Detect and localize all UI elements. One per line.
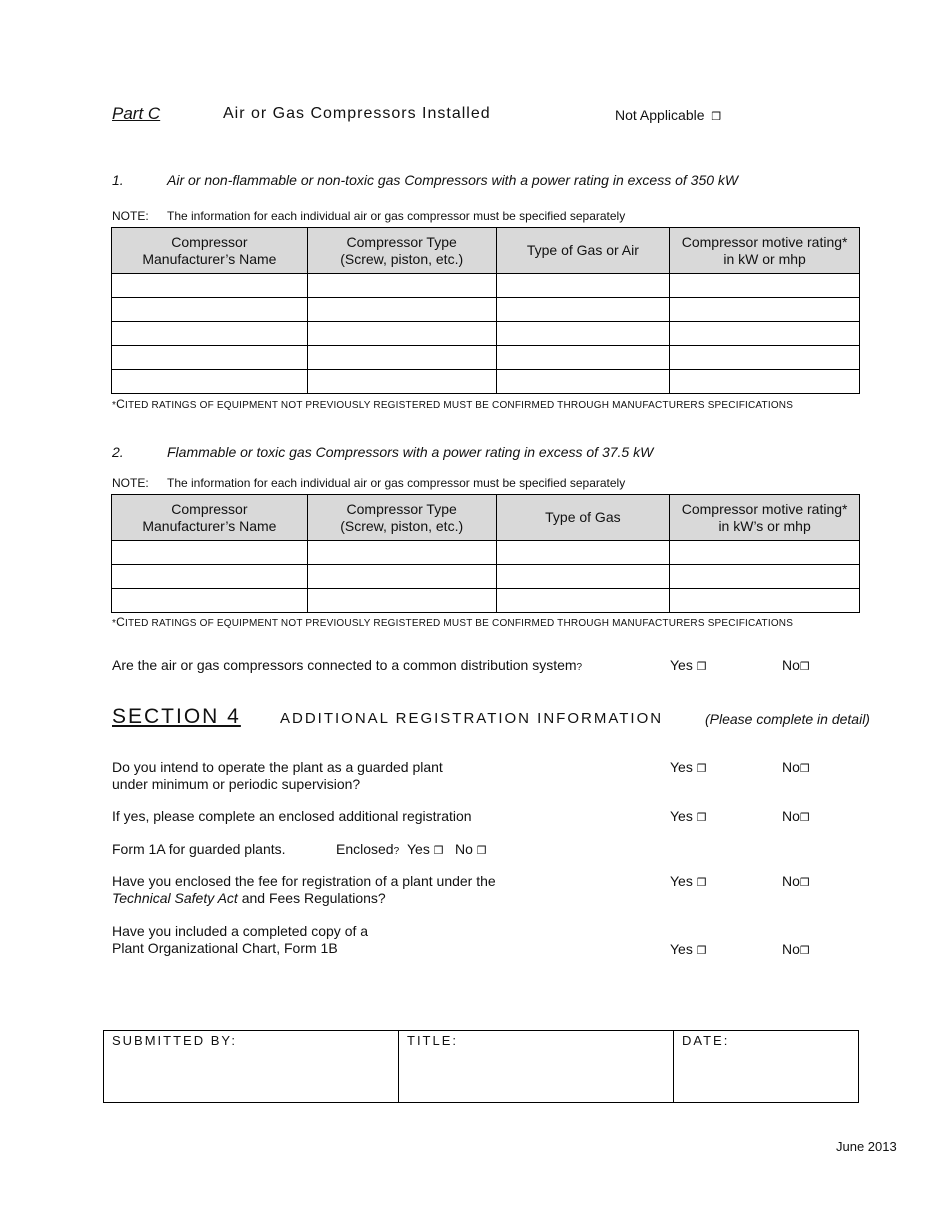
- table-cell[interactable]: [670, 274, 860, 298]
- form-1a-label: Form 1A for guarded plants.: [112, 841, 286, 857]
- item1-title: Air or non-flammable or non-toxic gas Compressors with a power rating in excess of 350 kW: [167, 172, 739, 188]
- table-cell[interactable]: [496, 589, 670, 613]
- checkbox-icon[interactable]: ❒: [799, 876, 810, 889]
- table-cell[interactable]: [307, 589, 496, 613]
- form-1a-yes[interactable]: Yes ❒: [407, 841, 444, 857]
- table-cell[interactable]: [670, 541, 860, 565]
- item1-cited-note: *CITED RATINGS OF EQUIPMENT NOT PREVIOUSLY REGISTERED MUST BE CONFIRMED THROUGH MANUFACTURERS SPECIFICATIONS: [112, 397, 794, 411]
- item2-cited-note: *CITED RATINGS OF EQUIPMENT NOT PREVIOUSLY REGISTERED MUST BE CONFIRMED THROUGH MANUFACTURERS SPECIFICATIONS: [112, 615, 794, 629]
- table-row: [112, 541, 860, 565]
- title-field[interactable]: [399, 1031, 674, 1103]
- fee-question: Have you enclosed the fee for registration of a plant under the Technical Safety Act and Fees Regulations?: [112, 873, 496, 906]
- checkbox-icon[interactable]: ❒: [799, 811, 810, 824]
- table-cell[interactable]: [112, 274, 308, 298]
- org-chart-yes[interactable]: Yes ❒: [670, 941, 707, 957]
- table-cell[interactable]: [670, 346, 860, 370]
- org-chart-question: Have you included a completed copy of a Plant Organizational Chart, Form 1B: [112, 923, 369, 956]
- table-row: [112, 346, 860, 370]
- table-cell[interactable]: [112, 565, 308, 589]
- table-cell[interactable]: [496, 541, 670, 565]
- item1-note-text: The information for each individual air or gas compressor must be specified separately: [167, 209, 626, 223]
- common-distribution-yes[interactable]: Yes ❒: [670, 657, 707, 673]
- column-header: Compressor Manufacturer’s Name: [112, 228, 308, 274]
- checkbox-icon[interactable]: ❒: [711, 110, 722, 123]
- column-header: Type of Gas or Air: [496, 228, 670, 274]
- table-cell[interactable]: [112, 370, 308, 394]
- org-chart-no[interactable]: No❒: [782, 941, 810, 957]
- additional-registration-question: If yes, please complete an enclosed additional registration: [112, 808, 472, 824]
- column-header: Compressor Type (Screw, piston, etc.): [307, 495, 496, 541]
- table-cell[interactable]: [307, 298, 496, 322]
- guarded-plant-question: Do you intend to operate the plant as a guarded plant under minimum or periodic supervision?: [112, 759, 443, 792]
- common-distribution-question: Are the air or gas compressors connected to a common distribution system?: [112, 657, 583, 673]
- table-cell[interactable]: [670, 589, 860, 613]
- checkbox-icon[interactable]: ❒: [476, 844, 487, 857]
- table-cell[interactable]: [307, 322, 496, 346]
- table-cell[interactable]: [496, 274, 670, 298]
- checkbox-icon[interactable]: ❒: [799, 762, 810, 775]
- table-cell[interactable]: [670, 370, 860, 394]
- item2-title: Flammable or toxic gas Compressors with a power rating in excess of 37.5 kW: [167, 444, 654, 460]
- table-cell[interactable]: [496, 298, 670, 322]
- column-header: Compressor Type (Screw, piston, etc.): [307, 228, 496, 274]
- checkbox-icon[interactable]: ❒: [696, 660, 707, 673]
- table-cell[interactable]: [307, 346, 496, 370]
- table-cell[interactable]: [112, 589, 308, 613]
- checkbox-icon[interactable]: ❒: [799, 660, 810, 673]
- table-cell[interactable]: [496, 346, 670, 370]
- table-row: [112, 589, 860, 613]
- submitted-by-label: SUBMITTED BY:: [112, 1033, 237, 1048]
- date-label: DATE:: [682, 1033, 730, 1048]
- table-cell[interactable]: [112, 541, 308, 565]
- guarded-plant-yes[interactable]: Yes ❒: [670, 759, 707, 775]
- fee-yes[interactable]: Yes ❒: [670, 873, 707, 889]
- fee-no[interactable]: No❒: [782, 873, 810, 889]
- table-cell[interactable]: [670, 298, 860, 322]
- title-label: TITLE:: [407, 1033, 459, 1048]
- section-note: (Please complete in detail): [705, 711, 870, 727]
- table-cell[interactable]: [307, 565, 496, 589]
- part-heading: Air or Gas Compressors Installed: [223, 105, 491, 122]
- section-title: SECTION 4: [112, 705, 241, 728]
- guarded-plant-no[interactable]: No❒: [782, 759, 810, 775]
- table-row: [112, 298, 860, 322]
- footer-date: June 2013: [836, 1139, 897, 1154]
- checkbox-icon[interactable]: ❒: [799, 944, 810, 957]
- column-header: Compressor motive rating* in kW’s or mhp: [670, 495, 860, 541]
- not-applicable-option[interactable]: [615, 107, 721, 123]
- column-header: Compressor motive rating* in kW or mhp: [670, 228, 860, 274]
- checkbox-icon[interactable]: ❒: [433, 844, 444, 857]
- checkbox-icon[interactable]: ❒: [696, 876, 707, 889]
- column-header: Compressor Manufacturer’s Name: [112, 495, 308, 541]
- additional-registration-no[interactable]: No❒: [782, 808, 810, 824]
- table-cell[interactable]: [670, 565, 860, 589]
- table-cell[interactable]: [112, 322, 308, 346]
- compressor-table-1: [111, 227, 860, 394]
- date-field[interactable]: [674, 1031, 859, 1103]
- checkbox-icon[interactable]: ❒: [696, 944, 707, 957]
- table-cell[interactable]: [307, 541, 496, 565]
- table-row: [112, 274, 860, 298]
- section-heading: ADDITIONAL REGISTRATION INFORMATION: [280, 710, 664, 727]
- column-header: Type of Gas: [496, 495, 670, 541]
- table-cell[interactable]: [496, 565, 670, 589]
- table-cell[interactable]: [307, 370, 496, 394]
- additional-registration-yes[interactable]: Yes ❒: [670, 808, 707, 824]
- signature-block: [103, 1030, 859, 1103]
- table-row: [112, 370, 860, 394]
- table-cell[interactable]: [496, 322, 670, 346]
- table-cell[interactable]: [307, 274, 496, 298]
- part-label: Part C: [112, 104, 161, 123]
- form-1a-enclosed-label: Enclosed?: [336, 841, 400, 857]
- table-cell[interactable]: [670, 322, 860, 346]
- table-cell[interactable]: [112, 298, 308, 322]
- table-row: [112, 565, 860, 589]
- item1-number: 1.: [112, 172, 124, 188]
- table-cell[interactable]: [496, 370, 670, 394]
- item1-note-label: NOTE:: [112, 209, 149, 223]
- not-applicable-label: Not Applicable: [615, 107, 705, 123]
- common-distribution-no[interactable]: No❒: [782, 657, 810, 673]
- checkbox-icon[interactable]: ❒: [696, 811, 707, 824]
- item2-note-text: The information for each individual air or gas compressor must be specified separately: [167, 476, 626, 490]
- submitted-by-field[interactable]: [104, 1031, 399, 1103]
- table-cell[interactable]: [112, 346, 308, 370]
- compressor-table-2: [111, 494, 860, 613]
- checkbox-icon[interactable]: ❒: [696, 762, 707, 775]
- item2-number: 2.: [112, 444, 124, 460]
- table-row: [112, 322, 860, 346]
- item2-note-label: NOTE:: [112, 476, 149, 490]
- form-1a-no[interactable]: No ❒: [455, 841, 487, 857]
